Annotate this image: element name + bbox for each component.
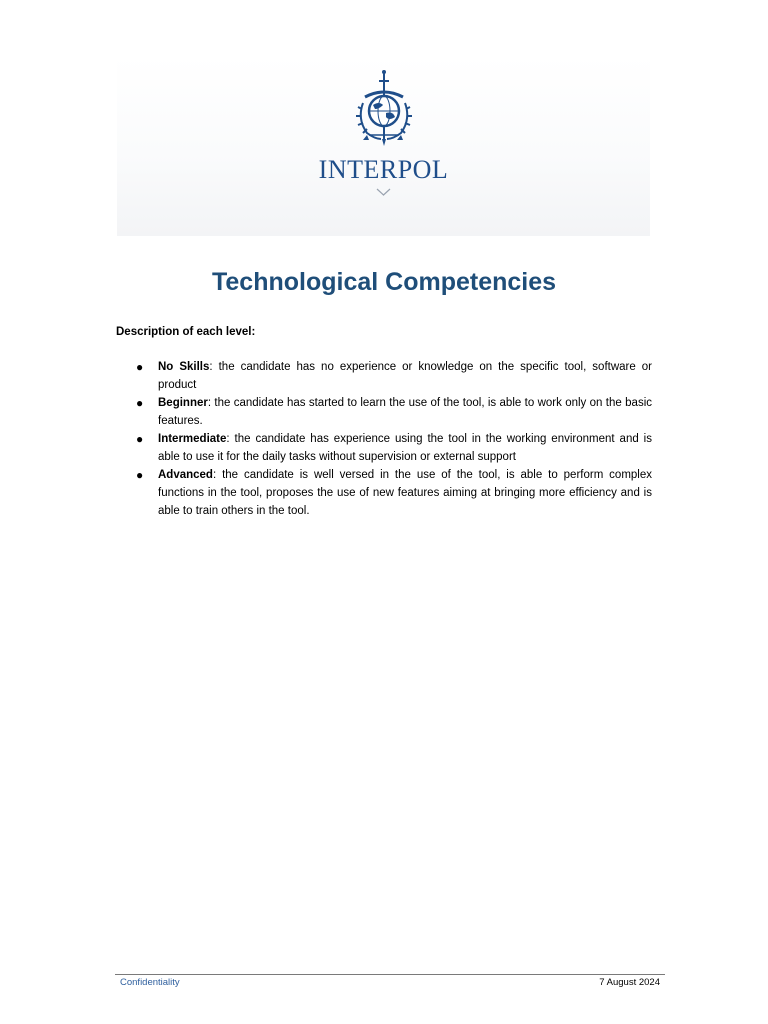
list-item xyxy=(116,358,652,394)
list-item xyxy=(116,394,652,430)
bullet-icon: ● xyxy=(136,468,144,482)
level-description: : the candidate is well versed in the use of the tool, is able to perform complex functions in the tool, proposes the use of new features aiming at bringing more efficiency and is able to train others in the tool. xyxy=(158,469,652,517)
level-term: Intermediate xyxy=(158,433,227,445)
level-term: Advanced xyxy=(158,469,213,481)
interpol-wordmark: INTERPOL xyxy=(318,155,449,184)
description-heading: Description of each level: xyxy=(116,326,256,338)
level-list xyxy=(116,358,652,520)
list-item xyxy=(116,466,652,520)
header-divider xyxy=(177,187,590,201)
bullet-icon: ● xyxy=(136,396,144,410)
list-item xyxy=(116,430,652,466)
level-term: No Skills xyxy=(158,361,210,373)
level-description: : the candidate has experience using the tool in the working environment and is able to use it for the daily tasks without supervision or external support xyxy=(158,433,652,463)
bullet-icon: ● xyxy=(136,360,144,374)
level-term: Beginner xyxy=(158,397,208,409)
level-description: : the candidate has no experience or knowledge on the specific tool, software or product xyxy=(158,361,652,391)
page-title: Technological Competencies xyxy=(211,268,557,296)
bullet-icon: ● xyxy=(136,432,144,446)
footer-divider xyxy=(115,974,665,975)
interpol-emblem-icon xyxy=(353,69,415,149)
header-banner xyxy=(117,55,650,236)
footer-date: 7 August 2024 xyxy=(599,977,660,988)
footer-confidentiality: Confidentiality xyxy=(120,977,180,988)
level-description: : the candidate has started to learn the use of the tool, is able to work only on the basic features. xyxy=(158,397,652,427)
